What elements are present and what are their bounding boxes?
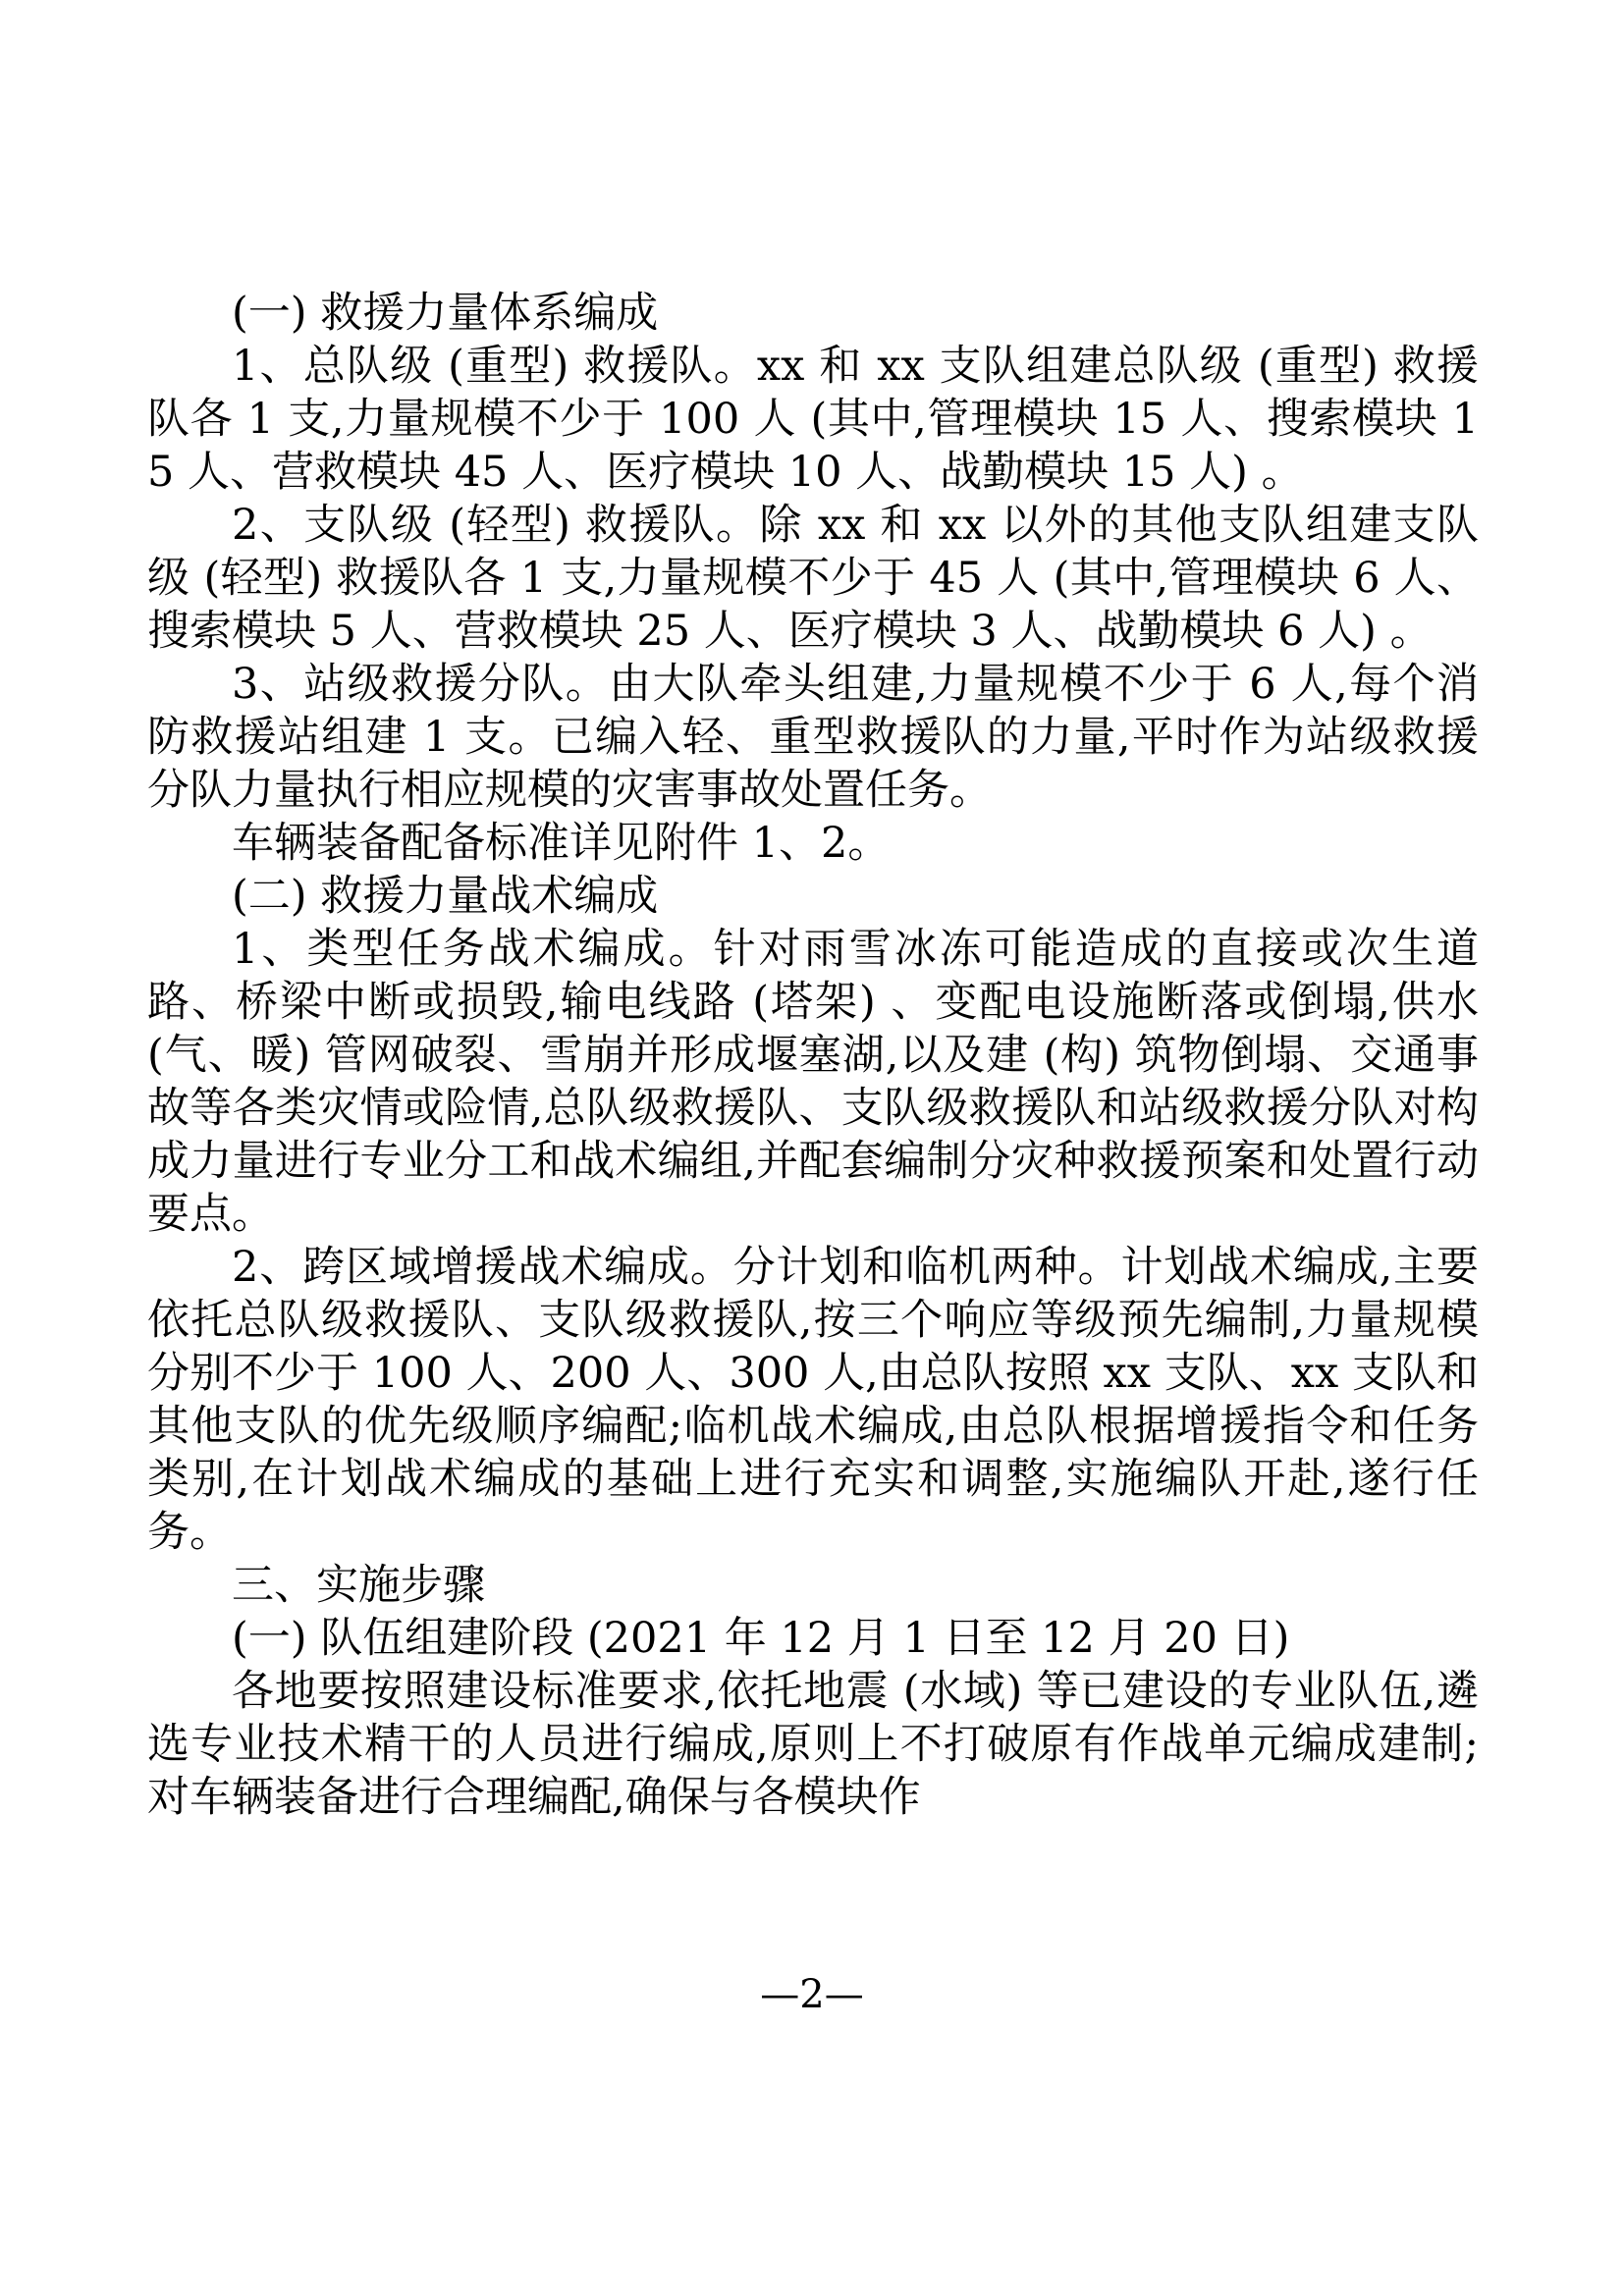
section-heading: (一) 队伍组建阶段 (2021 年 12 月 1 日至 12 月 20 日) bbox=[232, 1614, 1290, 1663]
section-heading: (二) 救援力量战术编成 bbox=[232, 872, 659, 921]
page-number: —2— bbox=[760, 1972, 864, 2017]
section-heading: (一) 救援力量体系编成 bbox=[232, 289, 659, 338]
paragraph: 1、总队级 (重型) 救援队。xx 和 xx 支队组建总队级 (重型) 救援队各 1 支,力量规模不少于 100 人 (其中,管理模块 15 人、搜索模块 15 人、营救模块 45 人、医疗模块 10 人、战勤模块 15 人) 。 bbox=[147, 342, 1479, 497]
paragraph: 2、跨区域增援战术编成。分计划和临机两种。计划战术编成,主要依托总队级救援队、支队级救援队,按三个响应等级预先编制,力量规模分别不少于 100 人、200 人、300 人,由总队按照 xx 支队、xx 支队和其他支队的优先级顺序编配;临机战术编成,由总队根据增援指令和任务类别,在计划战术编成的基础上进行充实和调整,实施编队开赴,遂行任务。 bbox=[147, 1243, 1479, 1557]
paragraph: 1、类型任务战术编成。针对雨雪冰冻可能造成的直接或次生道路、桥梁中断或损毁,输电线路 (塔架) 、变配电设施断落或倒塌,供水 (气、暖) 管网破裂、雪崩并形成堰塞湖,以及建 (构) 筑物倒塌、交通事故等各类灾情或险情,总队级救援队、支队级救援队和站级救援分队对构成力量进行专业分工和战术编组,并配套编制分灾种救援预案和处置行动要点。 bbox=[147, 925, 1479, 1239]
paragraph: 2、支队级 (轻型) 救援队。除 xx 和 xx 以外的其他支队组建支队级 (轻型) 救援队各 1 支,力量规模不少于 45 人 (其中,管理模块 6 人、搜索模块 5 人、营救模块 25 人、医疗模块 3 人、战勤模块 6 人) 。 bbox=[147, 501, 1479, 656]
paragraph: 车辆装备配备标准详见附件 1、2。 bbox=[232, 819, 891, 868]
paragraph: 3、站级救援分队。由大队牵头组建,力量规模不少于 6 人,每个消防救援站组建 1 支。已编入轻、重型救援队的力量,平时作为站级救援分队力量执行相应规模的灾害事故处置任务。 bbox=[147, 660, 1479, 815]
paragraph: 各地要按照建设标准要求,依托地震 (水域) 等已建设的专业队伍,遴选专业技术精干的人员进行编成,原则上不打破原有作战单元编成建制;对车辆装备进行合理编配,确保与各模块作 bbox=[147, 1667, 1479, 1822]
section-heading: 三、实施步骤 bbox=[232, 1561, 485, 1610]
document-body bbox=[147, 287, 1479, 1824]
